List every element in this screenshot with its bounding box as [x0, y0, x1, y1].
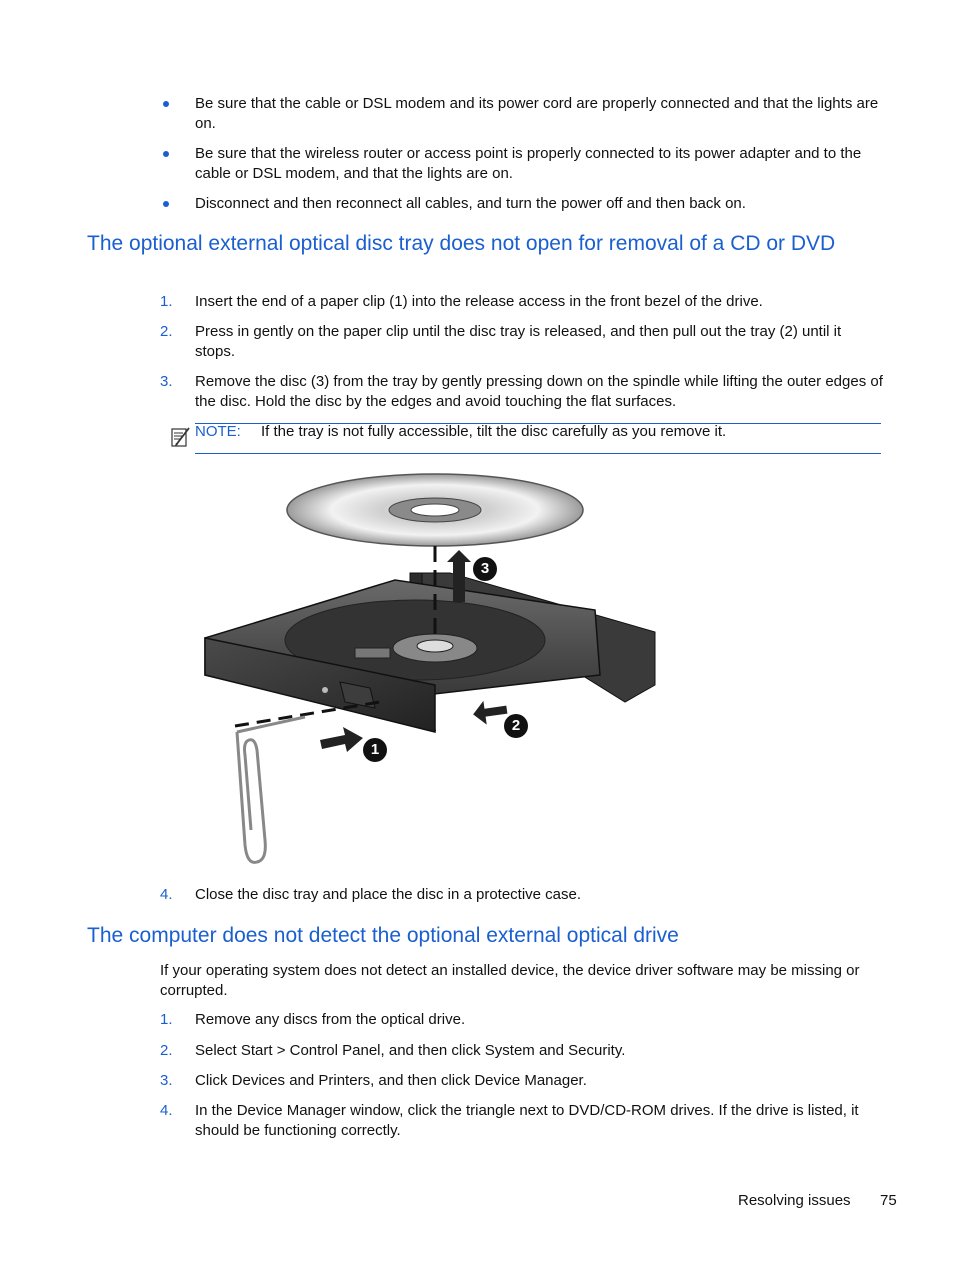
step-text: Remove the disc (3) from the tray by gently pressing down on the spindle while lifting the outer edges of the disc. Hold the disc by the edges and avoid touching the flat surfaces. [195, 373, 883, 410]
step-text: Press in gently on the paper clip until the disc tray is released, and then pull out the tray (2) until it stops. [195, 323, 842, 360]
note-icon [170, 425, 192, 449]
ui-item-devices-and-printers: Devices and Printers [231, 1072, 371, 1089]
step-text-part: , and then click [380, 1042, 485, 1059]
bullet-text: Be sure that the wireless router or access point is properly connected to its power adapter and to the cable or DSL modem, and that the lights are on. [195, 145, 862, 182]
ui-item-device-manager: Device Manager [474, 1072, 583, 1089]
bullet-text: Be sure that the cable or DSL modem and its power cord are properly connected and that the lights are on. [195, 95, 879, 132]
step-text [195, 1101, 865, 1141]
step-text [195, 1041, 885, 1061]
step-number: 1. [160, 1011, 173, 1028]
section-heading: The optional external optical disc tray does not open for removal of a CD or DVD [87, 232, 836, 255]
step-text: Insert the end of a paper clip (1) into the release access in the front bezel of the drive. [195, 293, 763, 310]
section-heading: The computer does not detect the optional external optical drive [87, 924, 679, 947]
step-text-part: In the Device Manager window, click the triangle next to DVD/CD-ROM drives. If the drive is listed, it should be functioning correctly. [195, 1102, 859, 1139]
step-text-part: Click [195, 1072, 232, 1089]
step-text-part: . [582, 1072, 587, 1089]
callout-badge-1: 1 [363, 738, 387, 762]
step-text [195, 1010, 885, 1030]
bullet-dot [163, 151, 169, 157]
ui-item-system-and-security: System and Security [484, 1042, 622, 1059]
optical-drive-illustration [195, 470, 665, 870]
step-number: 2. [160, 1042, 173, 1059]
note-label: NOTE: [195, 423, 241, 440]
page-number: 75 [880, 1192, 897, 1209]
step-number: 4. [160, 886, 173, 903]
bullet-text: Disconnect and then reconnect all cables, and turn the power off and then back on. [195, 195, 746, 212]
callout-badge-3: 3 [473, 557, 497, 581]
step-text: Close the disc tray and place the disc in a protective case. [195, 886, 582, 903]
footer-section-label: Resolving issues [738, 1192, 851, 1209]
step-number: 1. [160, 293, 173, 310]
bullet-dot [163, 201, 169, 207]
step-text-part: , and then click [370, 1072, 475, 1089]
step-text-part: . [621, 1042, 626, 1059]
step-number: 2. [160, 323, 173, 340]
step-text [195, 1071, 885, 1091]
step-text-part: Remove any discs from the optical drive. [195, 1011, 466, 1028]
step-number: 4. [160, 1102, 173, 1119]
note-bottom-rule [195, 453, 881, 454]
step-number: 3. [160, 1072, 173, 1089]
step-number: 3. [160, 373, 173, 390]
step-text-part: Select [195, 1042, 241, 1059]
callout-badge-2: 2 [504, 714, 528, 738]
bullet-dot [163, 101, 169, 107]
intro-paragraph: If your operating system does not detect an installed device, the device driver software may be missing or corrupted. [160, 962, 860, 999]
note-text: If the tray is not fully accessible, tilt the disc carefully as you remove it. [261, 423, 727, 440]
ui-path-start-control-panel: Start > Control Panel [240, 1042, 381, 1059]
